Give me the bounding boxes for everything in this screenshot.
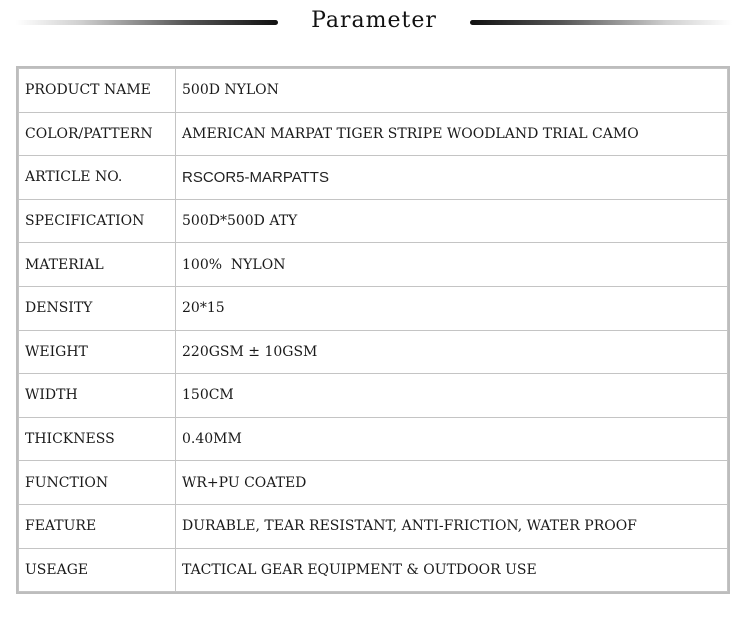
- row-label: WIDTH: [19, 374, 176, 418]
- table-row: [19, 199, 728, 243]
- table-row: [19, 243, 728, 287]
- page-title: Parameter: [311, 8, 437, 33]
- table-row: [19, 374, 728, 418]
- row-value: 500D*500D ATY: [176, 199, 728, 243]
- row-value: 100% NYLON: [176, 243, 728, 287]
- row-label: USEAGE: [19, 548, 176, 592]
- row-value: RSCOR5-MARPATTS: [176, 156, 728, 200]
- row-value: TACTICAL GEAR EQUIPMENT & OUTDOOR USE: [176, 548, 728, 592]
- parameter-table: [16, 66, 730, 594]
- table-row: [19, 548, 728, 592]
- row-value: AMERICAN MARPAT TIGER STRIPE WOODLAND TRIAL CAMO: [176, 112, 728, 156]
- table-row: [19, 417, 728, 461]
- row-label: SPECIFICATION: [19, 199, 176, 243]
- table-row: [19, 330, 728, 374]
- row-label: THICKNESS: [19, 417, 176, 461]
- row-label: WEIGHT: [19, 330, 176, 374]
- header-rule-left: [16, 20, 278, 25]
- table-row: [19, 504, 728, 548]
- table-row: [19, 156, 728, 200]
- row-label: DENSITY: [19, 286, 176, 330]
- row-value: 150CM: [176, 374, 728, 418]
- table-row: [19, 69, 728, 113]
- row-label: FEATURE: [19, 504, 176, 548]
- row-label: COLOR/PATTERN: [19, 112, 176, 156]
- section-header: [0, 0, 750, 50]
- row-value: 500D NYLON: [176, 69, 728, 113]
- row-value: 20*15: [176, 286, 728, 330]
- table-row: [19, 286, 728, 330]
- row-value: WR+PU COATED: [176, 461, 728, 505]
- table-row: [19, 461, 728, 505]
- row-label: MATERIAL: [19, 243, 176, 287]
- row-value: DURABLE, TEAR RESISTANT, ANTI-FRICTION, WATER PROOF: [176, 504, 728, 548]
- row-label: FUNCTION: [19, 461, 176, 505]
- row-label: ARTICLE NO.: [19, 156, 176, 200]
- row-value: 220GSM ± 10GSM: [176, 330, 728, 374]
- row-value: 0.40MM: [176, 417, 728, 461]
- table-row: [19, 112, 728, 156]
- header-rule-right: [470, 20, 732, 25]
- row-label: PRODUCT NAME: [19, 69, 176, 113]
